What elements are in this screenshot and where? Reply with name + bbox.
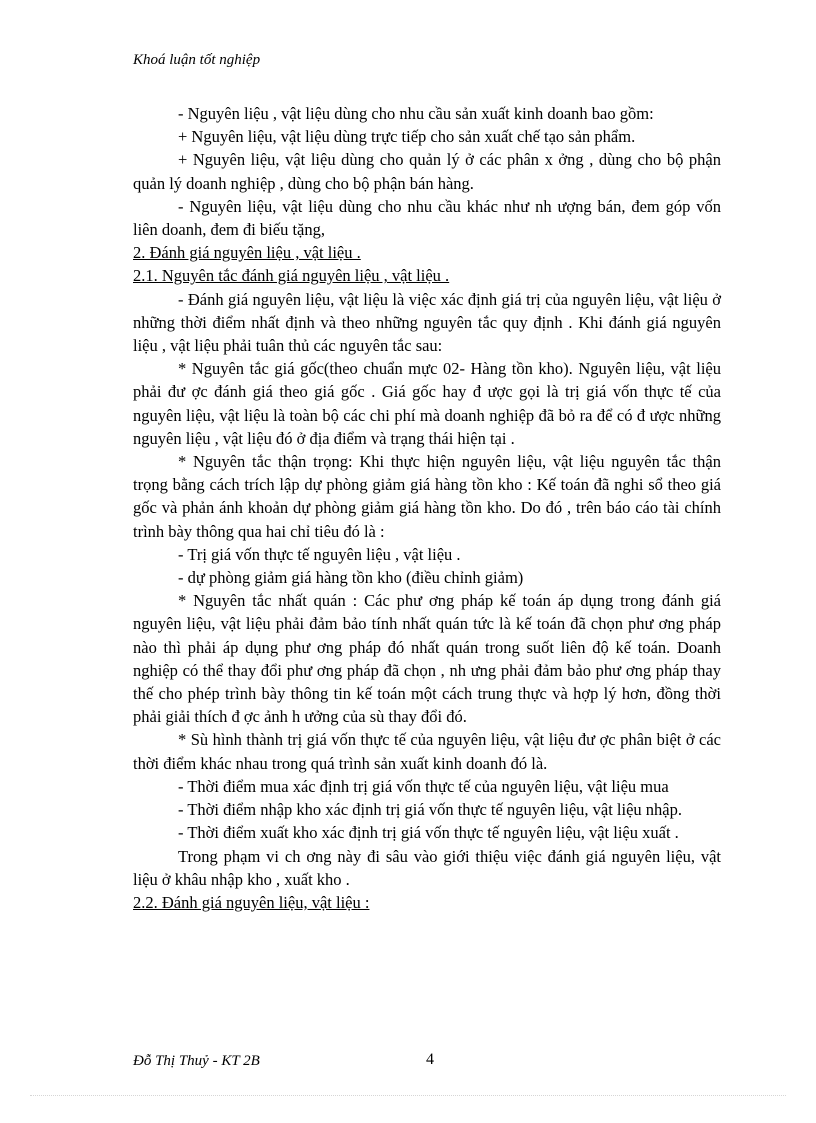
paragraph: - Nguyên liệu , vật liệu dùng cho nhu cầu sản xuất kinh doanh bao gồm: — [178, 104, 654, 123]
paragraph: * Nguyên tắc nhất quán : Các phư ơng pháp kế toán áp dụng trong đánh giá nguyên liệu, vật liệu phải đảm bảo tính nhất quán tức là kế toán đã chọn phư ơng pháp nào thì phải áp dụng phư ơng pháp đó nhất quán trong suốt liên độ kế toán. Doanh nghiệp có thể thay đổi phư ơng pháp đã chọn , nh ưng phải đảm bảo phư ơng pháp thay thế cho phép trình bày thông tin kế toán một cách trung thực và hợp lý hơn, đồng thời phải giải thích đ ợc ảnh h ưởng của sù thay đổi đó. — [133, 591, 721, 727]
paragraph: - dự phòng giảm giá hàng tồn kho (điều chỉnh giảm) — [178, 568, 524, 588]
subsection-heading: 2.2. Đánh giá nguyên liệu, vật liệu : — [133, 892, 370, 912]
paragraph: - Nguyên liệu, vật liệu dùng cho nhu cầu khác như nh ượng bán, đem góp vốn liên doanh, đem đi biếu tặng, — [133, 196, 721, 240]
paragraph: - Thời điểm nhập kho xác định trị giá vốn thực tế nguyên liệu, vật liệu nhập. — [178, 800, 682, 820]
paragraph: + Nguyên liệu, vật liệu dùng trực tiếp cho sản xuất chế tạo sản phẩm. — [178, 127, 636, 147]
document-body — [133, 102, 721, 914]
paragraph: Trong phạm vi ch ơng này đi sâu vào giới thiệu việc đánh giá nguyên liệu, vật liệu ở khâu nhập kho , xuất kho . — [133, 846, 721, 889]
paragraph: - Thời điểm xuất kho xác định trị giá vốn thực tế nguyên liệu, vật liệu xuất . — [178, 823, 679, 843]
paragraph: - Trị giá vốn thực tế nguyên liệu , vật liệu . — [178, 544, 461, 564]
paragraph: - Đánh giá nguyên liệu, vật liệu là việc xác định giá trị của nguyên liệu, vật liệu ở những thời điểm nhất định và theo những nguyên tắc quy định . Khi đánh giá nguyên liệu , vật liệu phải tuân thủ các nguyên tắc sau: — [133, 289, 721, 356]
paragraph: * Nguyên tắc giá gốc(theo chuẩn mực 02- Hàng tồn kho). Nguyên liệu, vật liệu phải đư ợc đánh giá theo giá gốc . Giá gốc hay đ ược gọi là trị giá vốn thực tế của nguyên liệu, vật liệu là toàn bộ các chi phí mà doanh nghiệp đã bỏ ra để có đ ược những nguyên liệu , vật liệu đó ở địa điểm và trạng thái hiện tại . — [133, 359, 721, 448]
document-header: Khoá luận tốt nghiệp — [133, 52, 261, 68]
footer-author: Đỗ Thị Thuỷ - KT 2B — [133, 1053, 260, 1069]
paragraph: + Nguyên liệu, vật liệu dùng cho quản lý ở các phân x ởng , dùng cho bộ phận quản lý doanh nghiệp , dùng cho bộ phận bán hàng. — [133, 150, 721, 193]
page-divider — [30, 1095, 786, 1096]
paragraph: - Thời điểm mua xác định trị giá vốn thực tế của nguyên liệu, vật liệu mua — [178, 776, 669, 796]
paragraph: * Sù hình thành trị giá vốn thực tế của nguyên liệu, vật liệu đư ợc phân biệt ở các thời điểm khác nhau trong quá trình sản xuất kinh doanh đó là. — [133, 730, 721, 773]
section-heading: 2. Đánh giá nguyên liệu , vật liệu . — [133, 243, 361, 263]
subsection-heading: 2.1. Nguyên tắc đánh giá nguyên liệu , vật liệu . — [133, 266, 450, 286]
page-number: 4 — [426, 1051, 434, 1068]
paragraph: * Nguyên tắc thận trọng: Khi thực hiện nguyên liệu, vật liệu nguyên tắc thận trọng bằng cách trích lập dự phòng giảm giá hàng tồn kho : Kế toán đã nghi sổ theo giá gốc và phản ánh khoản dự phòng giảm giá hàng tồn kho. Do đó , trên báo cáo tài chính trình bày thông qua hai chỉ tiêu đó là : — [133, 452, 721, 541]
